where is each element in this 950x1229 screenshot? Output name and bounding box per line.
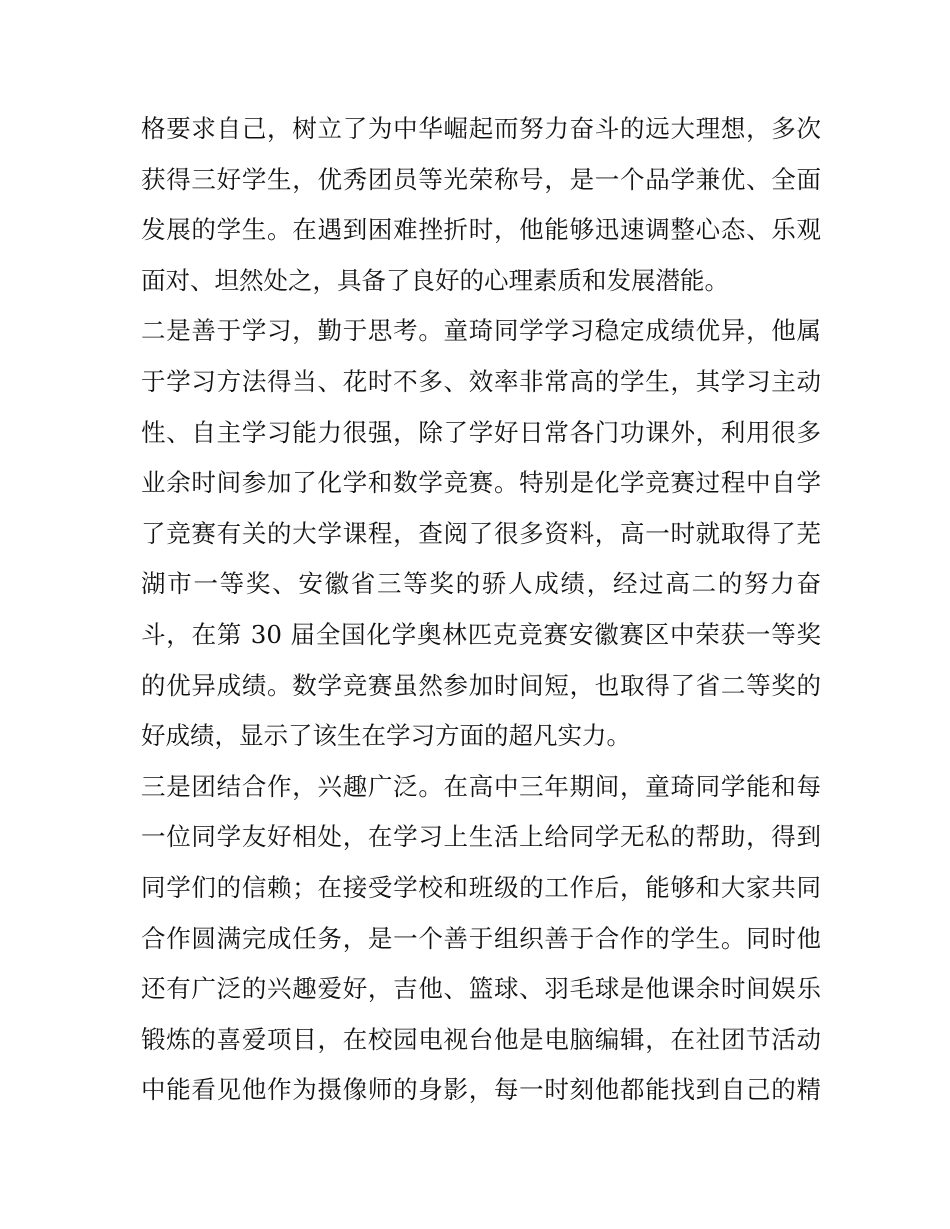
text-line: 一位同学友好相处，在学习上生活上给同学无私的帮助，得到 (141, 822, 821, 852)
text-line: 面对、坦然处之，具备了良好的心理素质和发展潜能。 (141, 265, 729, 295)
text-line: 获得三好学生，优秀团员等光荣称号，是一个品学兼优、全面 (141, 164, 821, 194)
text-line: 业余时间参加了化学和数学竞赛。特别是化学竞赛过程中自学 (141, 468, 821, 498)
text-line: 性、自主学习能力很强，除了学好日常各门功课外，利用很多 (141, 417, 821, 447)
text-line: 于学习方法得当、花时不多、效率非常高的学生，其学习主动 (141, 366, 821, 396)
text-line: 好成绩，显示了该生在学习方面的超凡实力。 (141, 721, 631, 751)
text-line: 三是团结合作，兴趣广泛。在高中三年期间，童琦同学能和每 (141, 771, 821, 801)
body-text (141, 104, 821, 1116)
text-line: 发展的学生。在遇到困难挫折时，他能够迅速调整心态、乐观 (141, 215, 821, 245)
text-line: 湖市一等奖、安徽省三等奖的骄人成绩，经过高二的努力奋 (141, 569, 821, 599)
text-line: 斗，在第 30 届全国化学奥林匹克竞赛安徽赛区中荣获一等奖 (141, 619, 821, 649)
text-line: 的优异成绩。数学竞赛虽然参加时间短，也取得了省二等奖的 (141, 670, 821, 700)
text-line: 格要求自己，树立了为中华崛起而努力奋斗的远大理想，多次 (141, 114, 821, 143)
text-line: 还有广泛的兴趣爱好，吉他、篮球、羽毛球是他课余时间娱乐 (141, 974, 821, 1004)
text-line: 同学们的信赖；在接受学校和班级的工作后，能够和大家共同 (141, 872, 821, 902)
text-line: 二是善于学习，勤于思考。童琦同学学习稳定成绩优异，他属 (141, 316, 821, 346)
text-line: 锻炼的喜爱项目，在校园电视台他是电脑编辑，在社团节活动 (141, 1024, 821, 1054)
text-line: 了竞赛有关的大学课程，查阅了很多资料，高一时就取得了芜 (141, 518, 821, 548)
text-line: 中能看见他作为摄像师的身影，每一时刻他都能找到自己的精 (141, 1075, 821, 1105)
text-line: 合作圆满完成任务，是一个善于组织善于合作的学生。同时他 (141, 923, 821, 953)
